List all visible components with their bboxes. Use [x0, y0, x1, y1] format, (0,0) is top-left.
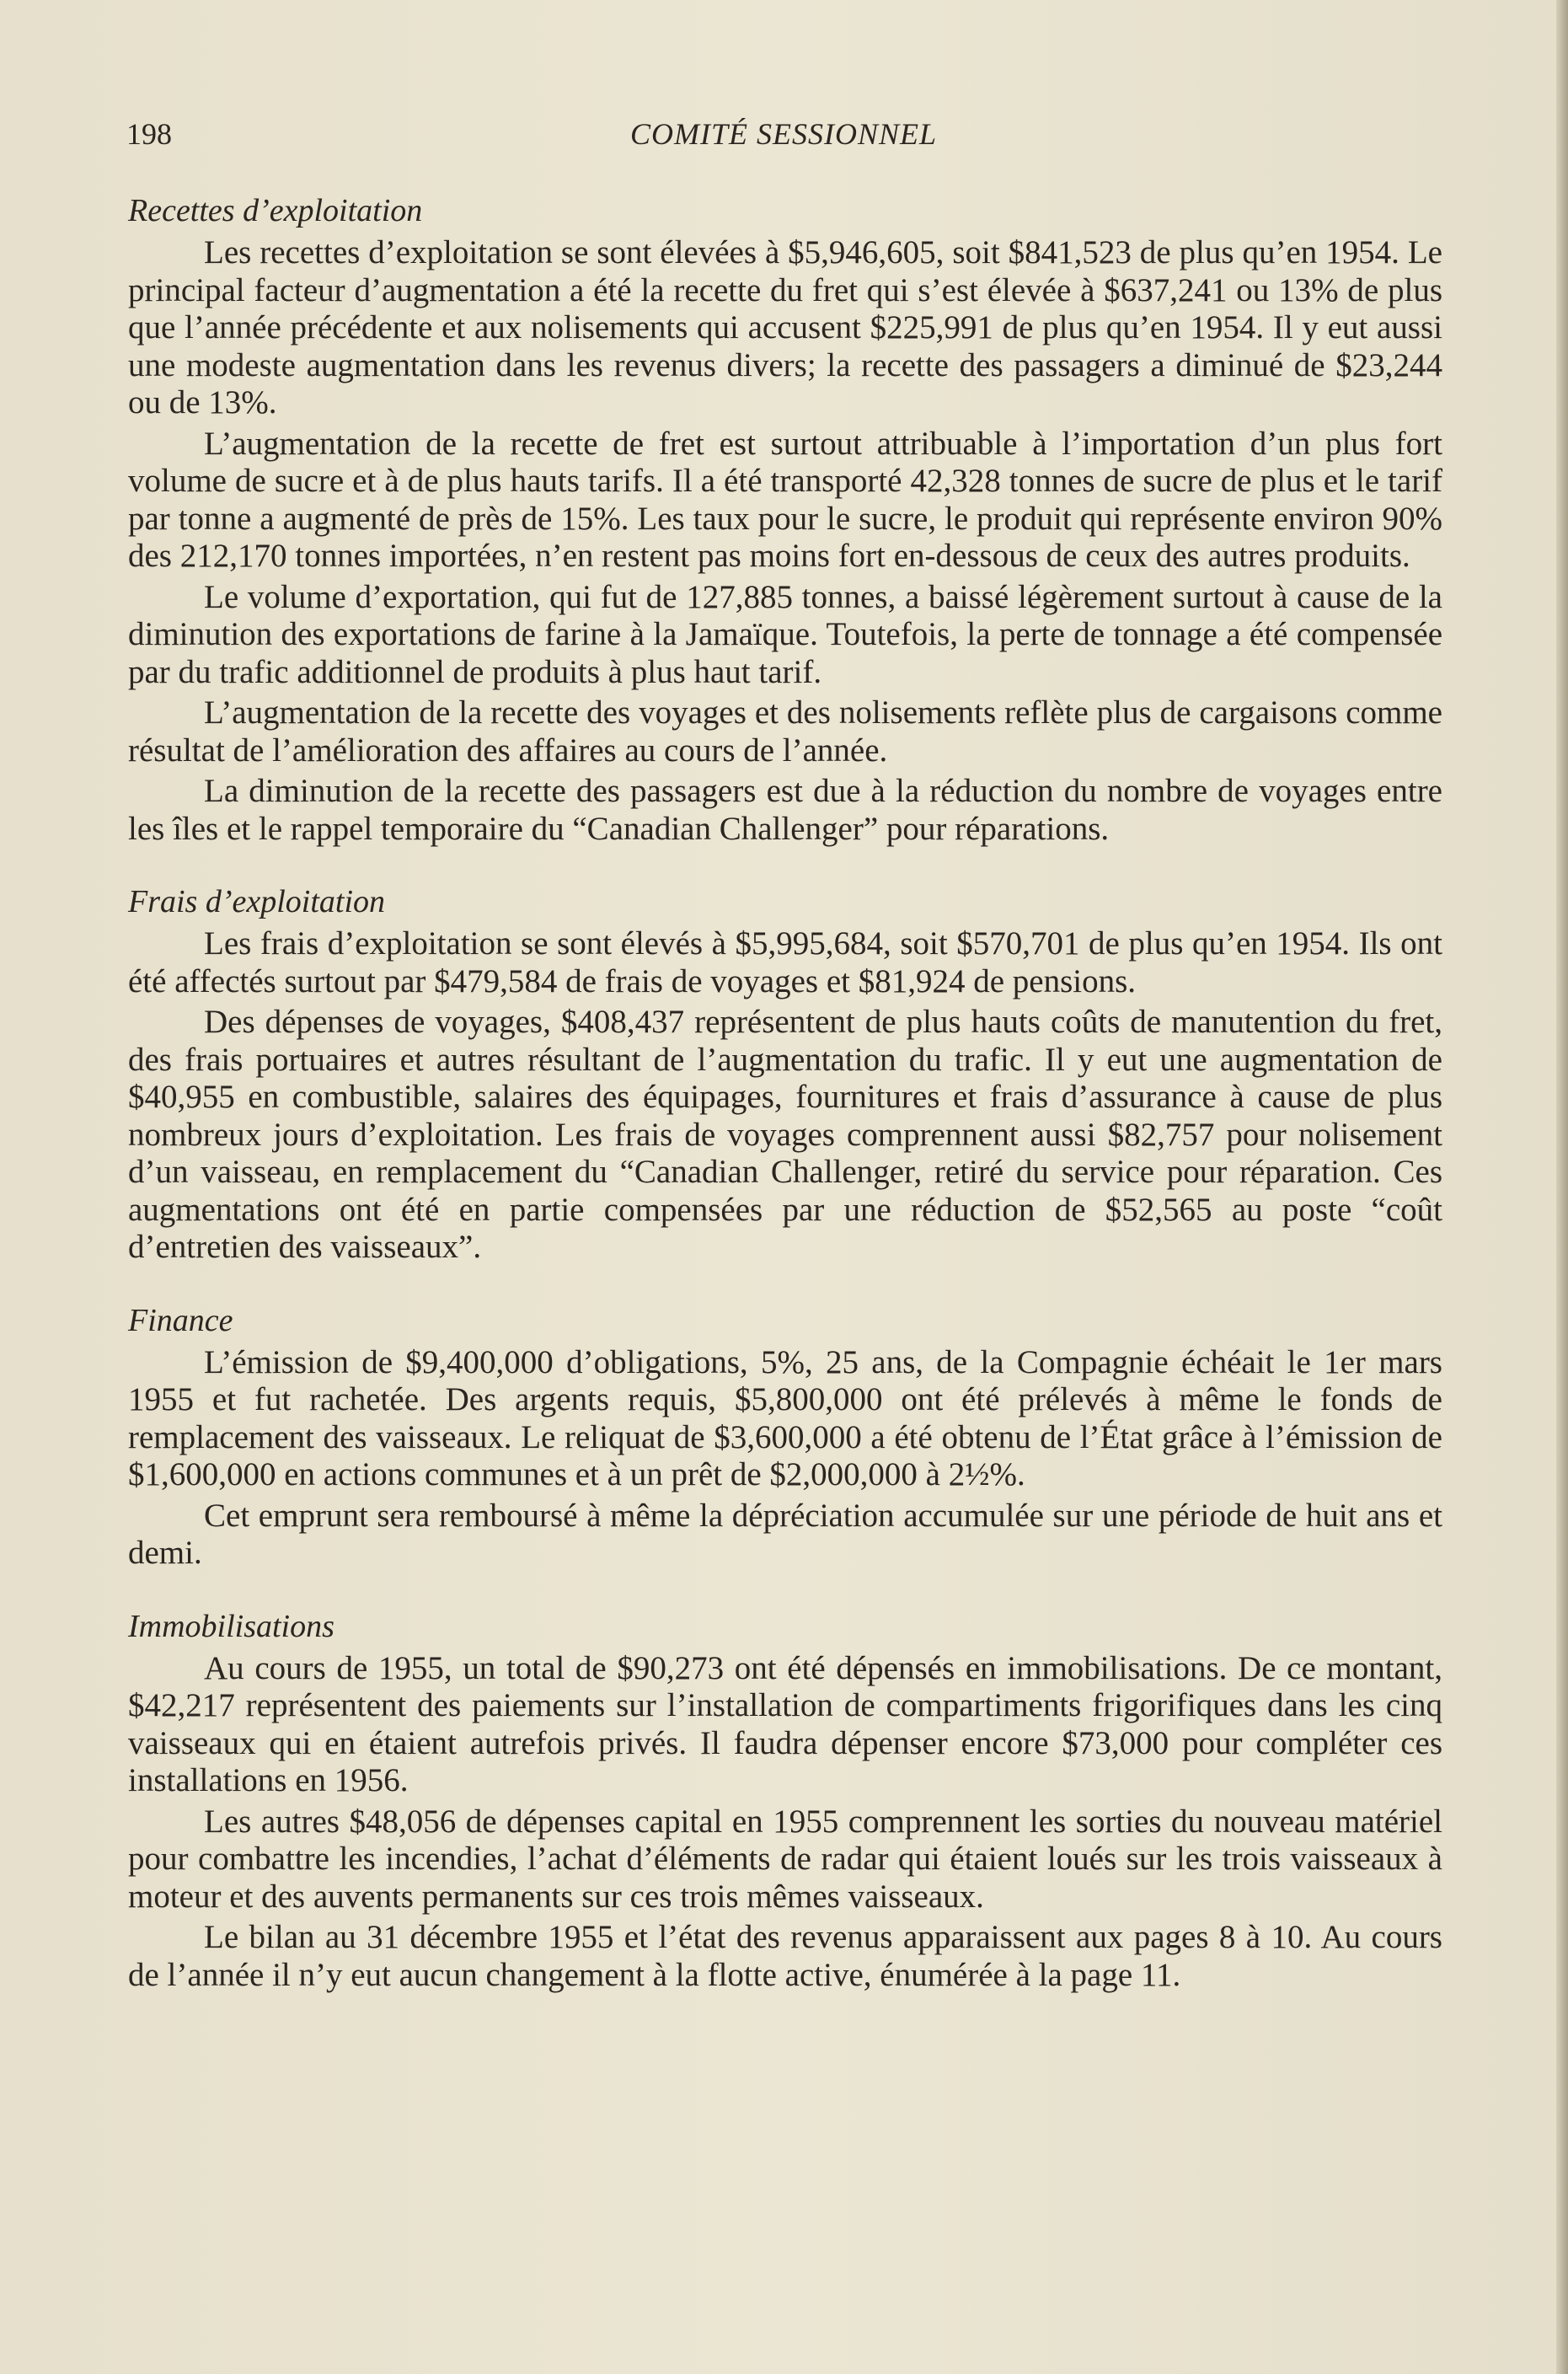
paragraph: L’émission de $9,400,000 d’obligations, 5%, 25 ans, de la Compagnie échéait le 1er mars 1955 et fut rachetée. Des argents requis, $5,800,000 ont été prélevés à même le fonds de remplacement des vaisseaux. Le reliquat de $3,600,000 a été obtenu de l’État grâce à l’émission de $1,600,000 en actions communes et à un prêt de $2,000,000 à 2½%. — [128, 1343, 1442, 1492]
paragraph: Au cours de 1955, un total de $90,273 ont été dépensés en immobilisations. De ce montant, $42,217 représentent des paiements sur l’installation de compartiments frigorifiques dans les cinq vaisseaux qui en étaient autrefois privés. Il faudra dépenser encore $73,000 pour compléter ces installations en 1956. — [128, 1649, 1442, 1798]
paragraph: L’augmentation de la recette des voyages et des nolisements reflète plus de cargaisons comme résultat de l’amélioration des affaires au cours de l’année. — [128, 694, 1442, 769]
paragraph: Cet emprunt sera remboursé à même la dépréciation accumulée sur une période de huit ans et demi. — [128, 1497, 1442, 1571]
page-body — [128, 192, 1442, 2029]
paragraph: Le volume d’exportation, qui fut de 127,885 tonnes, a baissé légèrement surtout à cause de la diminution des exportations de farine à la Jamaïque. Toutefois, la perte de tonnage a été compensée par du trafic additionnel de produits à plus haut tarif. — [128, 578, 1442, 690]
paragraph: Le bilan au 31 décembre 1955 et l’état des revenus apparaissent aux pages 8 à 10. Au cours de l’année il n’y eut aucun changement à la flotte active, énumérée à la page 11. — [128, 1919, 1442, 1993]
section-immobilisations — [128, 1608, 1442, 1995]
section-title: Recettes d’exploitation — [128, 193, 423, 228]
book-spine-edge — [1556, 0, 1568, 2374]
paragraph: Les frais d’exploitation se sont élevés à $5,995,684, soit $570,701 de plus qu’en 1954. Ils ont été affectés surtout par $479,584 de frais de voyages et $81,924 de pensions. — [128, 925, 1442, 999]
paragraph: Les autres $48,056 de dépenses capital en 1955 comprennent les sorties du nouveau matériel pour combattre les incendies, l’achat d’éléments de radar qui étaient loués sur les trois vaisseaux à moteur et des auvents permanents sur ces trois mêmes vaisseaux. — [128, 1803, 1442, 1915]
section-title: Finance — [128, 1302, 233, 1338]
paragraph: L’augmentation de la recette de fret est surtout attribuable à l’importation d’un plus fort volume de sucre et à de plus hauts tarifs. Il a été transporté 42,328 tonnes de sucre de plus et le tarif par tonne a augmenté de près de 15%. Les taux pour le sucre, le produit qui représente environ 90% des 212,170 tonnes importées, n’en restent pas moins fort en-dessous de ceux des autres produits. — [128, 425, 1442, 574]
section-recettes — [128, 192, 1442, 848]
page-number: 198 — [126, 117, 172, 151]
paragraph: La diminution de la recette des passagers est due à la réduction du nombre de voyages entre les îles et le rappel temporaire du “Canadian Challenger” pour réparations. — [128, 773, 1442, 847]
page-header — [126, 116, 1441, 153]
running-head: COMITÉ SESSIONNEL — [629, 117, 937, 151]
paragraph: Des dépenses de voyages, $408,437 représentent de plus hauts coûts de manutention du fret, des frais portuaires et autres résultant de l’augmentation du trafic. Il y eut une augmentation de $40,955 en combustible, salaires des équipages, fournitures et frais d’assurance à cause de plus nombreux jours d’exploitation. Les frais de voyages comprennent aussi $82,757 pour nolisement d’un vaisseau, en remplacement du “Canadian Challenger, retiré du service pour réparation. Ces augmentations ont été en partie compensées par une réduction de $52,565 au poste “coût d’entretien des vaisseaux”. — [128, 1004, 1442, 1265]
section-title: Frais d’exploitation — [128, 884, 386, 919]
section-frais — [128, 883, 1442, 1267]
section-finance — [128, 1302, 1442, 1573]
paragraph: Les recettes d’exploitation se sont élevées à $5,946,605, soit $841,523 de plus qu’en 1954. Le principal facteur d’augmentation a été la recette du fret qui s’est élevée à $637,241 ou 13% de plus que l’année précédente et aux nolisements qui accusent $225,991 de plus qu’en 1954. Il y eut aussi une modeste augmentation dans les revenus divers; la recette des passagers a diminué de $23,244 ou de 13%. — [128, 234, 1442, 421]
section-title: Immobilisations — [128, 1608, 334, 1644]
